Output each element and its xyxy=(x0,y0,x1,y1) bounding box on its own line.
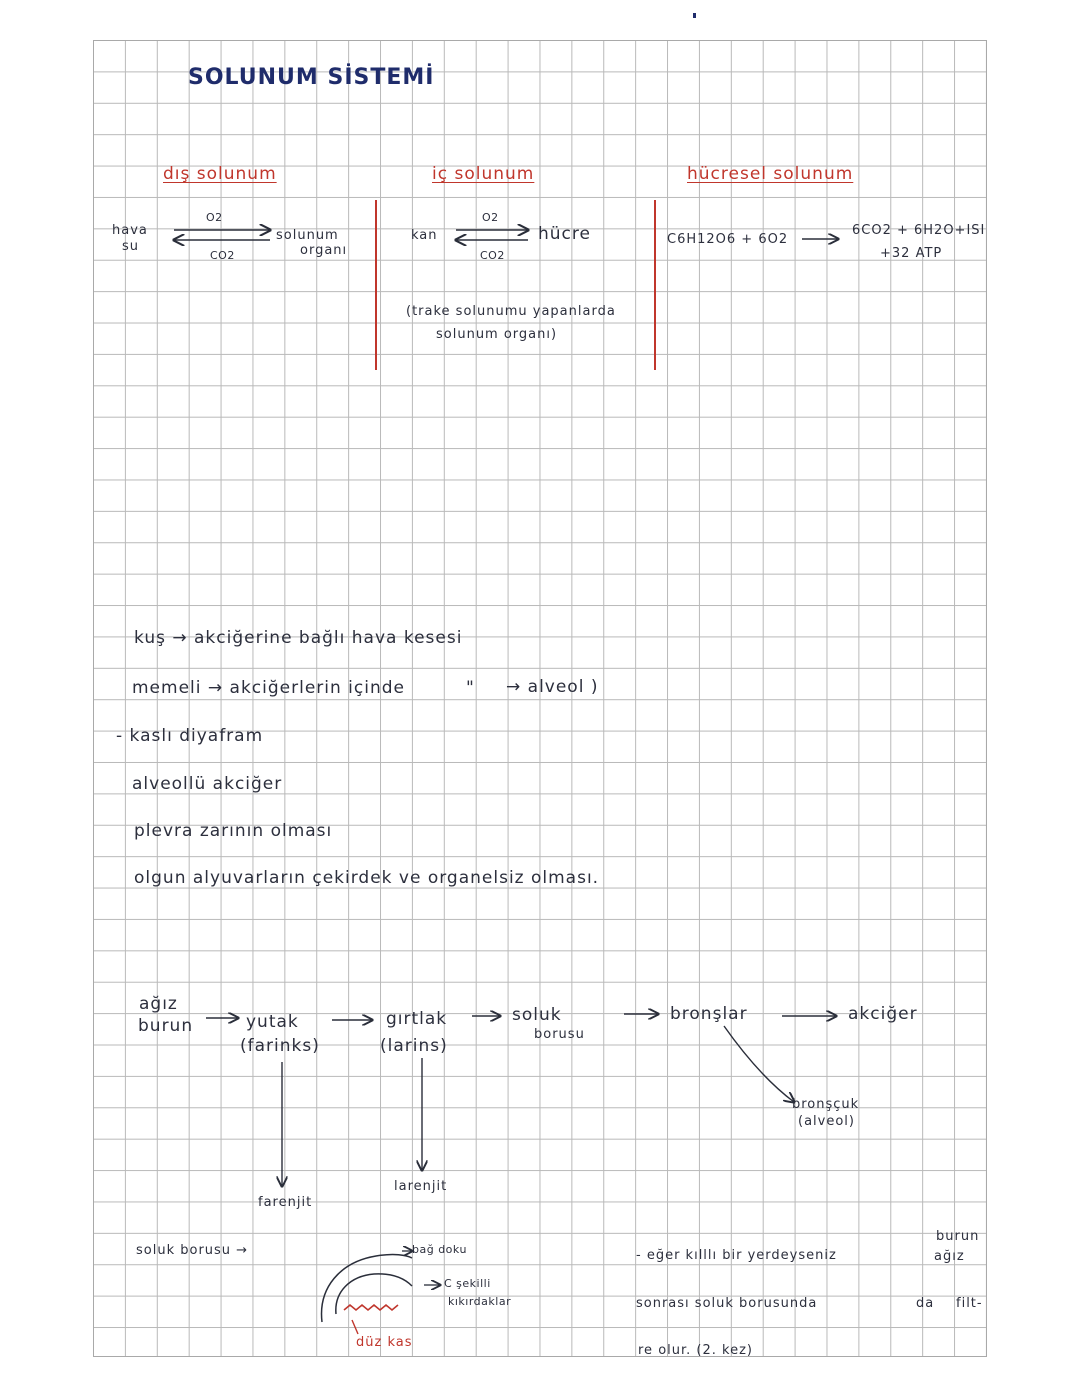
bag-doku-arc xyxy=(322,1255,412,1322)
pathway-girtlak: gırtlak xyxy=(386,1009,448,1029)
glucose-equation: C6H12O6 + 6O2 xyxy=(667,232,789,247)
hava-label: hava xyxy=(112,223,148,238)
filter-note-line-3: re olur. (2. kez) xyxy=(638,1343,753,1358)
pathway-farinks: (farinks) xyxy=(240,1036,320,1056)
filter-note-filt: filt- xyxy=(956,1296,983,1311)
burun-above-label: burun xyxy=(936,1229,980,1244)
pathway-bronscuk: bronşçuk xyxy=(792,1097,860,1112)
kan-label: kan xyxy=(411,228,438,243)
duz-kas-label: düz kas xyxy=(356,1335,413,1350)
heading-dis-solunum: dış solunum xyxy=(163,164,277,184)
ic-o2-label: O2 xyxy=(482,211,499,224)
note-alveollu-akciger: alveollü akciğer xyxy=(132,774,283,794)
dis-co2-label: CO2 xyxy=(210,249,235,262)
filter-note-line-2: sonrası soluk borusunda xyxy=(636,1296,818,1311)
note-memeli: memeli → akciğerlerin içinde xyxy=(132,678,405,698)
farenjit-label: farenjit xyxy=(258,1195,313,1210)
duz-kas-squiggle xyxy=(344,1305,398,1310)
kikirdaklar-label: kıkırdaklar xyxy=(448,1295,512,1308)
ic-co2-label: CO2 xyxy=(480,249,505,262)
pathway-borusu: borusu xyxy=(534,1027,585,1042)
bag-doku-label: bağ doku xyxy=(412,1243,467,1256)
soluk-borusu-label: soluk borusu → xyxy=(136,1243,249,1258)
note-kasli-diyafram: - kaslı diyafram xyxy=(116,726,264,746)
pathway-larinks: (larins) xyxy=(380,1036,448,1056)
note-plevra: plevra zarının olması xyxy=(134,821,333,841)
pathway-bronslar: bronşlar xyxy=(670,1004,748,1024)
c-sekilli-label: C şekilli xyxy=(444,1277,491,1290)
dis-o2-label: O2 xyxy=(206,211,223,224)
heading-ic-solunum: iç solunum xyxy=(432,164,535,184)
pathway-agiz: ağız xyxy=(139,994,178,1014)
larenjit-label: larenjit xyxy=(394,1179,448,1194)
trake-note-line-1: (trake solunumu yapanlarda xyxy=(406,304,616,319)
pathway-akciger: akciğer xyxy=(848,1004,918,1024)
products-line-2: +32 ATP xyxy=(880,246,943,261)
filter-note-da: da xyxy=(916,1296,935,1311)
pathway-alveol: (alveol) xyxy=(798,1114,855,1129)
ditto-mark: " xyxy=(466,678,475,698)
products-line-1: 6CO2 + 6H2O+ISI xyxy=(852,223,986,238)
page-title: SOLUNUM SİSTEMİ xyxy=(188,65,435,90)
solunum-organi-label-2: organı xyxy=(300,243,348,258)
filter-note-line-1: - eğer kılllı bir yerdeyseniz xyxy=(636,1248,837,1263)
heading-hucresel-solunum: hücresel solunum xyxy=(687,164,854,184)
hucre-label: hücre xyxy=(538,224,591,244)
pathway-yutak: yutak xyxy=(246,1012,299,1032)
pathway-burun: burun xyxy=(138,1016,194,1036)
note-alyuvar: olgun alyuvarların çekirdek ve organelsiz olması. xyxy=(134,868,600,888)
note-kus: kuş → akciğerine bağlı hava kesesi xyxy=(134,628,463,648)
note-alveol: → alveol ) xyxy=(506,677,599,697)
trake-note-line-2: solunum organı) xyxy=(436,327,558,342)
su-label: su xyxy=(122,239,140,254)
duz-kas-pointer xyxy=(352,1320,358,1334)
arrow-to-bronscuk xyxy=(724,1026,794,1102)
solunum-organi-label-1: solunum xyxy=(276,228,339,243)
filter-note-agiz: ağız xyxy=(934,1249,965,1264)
pathway-soluk: soluk xyxy=(512,1005,562,1025)
